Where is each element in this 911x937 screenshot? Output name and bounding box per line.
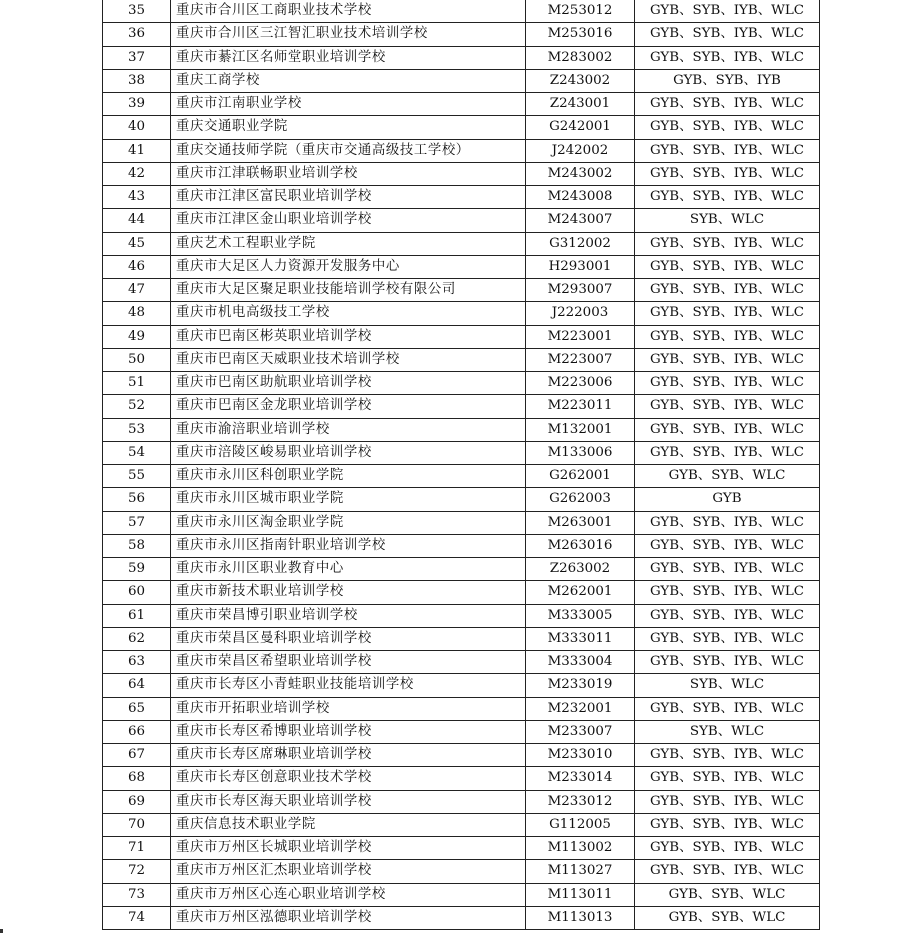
institution-name-cell: 重庆市大足区人力资源开发服务中心	[171, 255, 526, 278]
training-projects-cell: GYB、SYB、IYB、WLC	[635, 93, 820, 116]
row-number-cell: 71	[103, 837, 171, 860]
institution-name-cell: 重庆市大足区聚足职业技能培训学校有限公司	[171, 279, 526, 302]
institution-code-cell: G242001	[526, 116, 635, 139]
training-projects-cell: GYB、SYB、IYB、WLC	[635, 813, 820, 836]
training-projects-cell: GYB、SYB、IYB、WLC	[635, 0, 820, 23]
institution-code-cell: M113013	[526, 906, 635, 929]
institution-code-cell: M333011	[526, 627, 635, 650]
training-projects-cell: GYB、SYB、IYB、WLC	[635, 372, 820, 395]
institution-name-cell: 重庆市綦江区名师堂职业培训学校	[171, 46, 526, 69]
training-projects-cell: GYB、SYB、IYB、WLC	[635, 744, 820, 767]
row-number-cell: 46	[103, 255, 171, 278]
institution-name-cell: 重庆市江南职业学校	[171, 93, 526, 116]
institution-name-cell: 重庆市机电高级技工学校	[171, 302, 526, 325]
row-number-cell: 64	[103, 674, 171, 697]
row-number-cell: 49	[103, 325, 171, 348]
institution-code-cell: M233012	[526, 790, 635, 813]
row-number-cell: 44	[103, 209, 171, 232]
institution-code-cell: M253016	[526, 23, 635, 46]
training-projects-cell: GYB、SYB、IYB、WLC	[635, 604, 820, 627]
table-row	[103, 325, 820, 348]
institution-name-cell: 重庆交通职业学院	[171, 116, 526, 139]
institution-name-cell: 重庆市长寿区席琳职业培训学校	[171, 744, 526, 767]
institution-name-cell: 重庆市巴南区彬英职业培训学校	[171, 325, 526, 348]
training-projects-cell: GYB、SYB、IYB、WLC	[635, 139, 820, 162]
table-row	[103, 23, 820, 46]
table-row	[103, 651, 820, 674]
row-number-cell: 38	[103, 69, 171, 92]
institution-name-cell: 重庆市永川区科创职业学院	[171, 465, 526, 488]
institution-name-cell: 重庆市长寿区创意职业技术学校	[171, 767, 526, 790]
institution-code-cell: G112005	[526, 813, 635, 836]
training-projects-cell: GYB、SYB、IYB	[635, 69, 820, 92]
row-number-cell: 48	[103, 302, 171, 325]
institution-code-cell: G262003	[526, 488, 635, 511]
table-row	[103, 162, 820, 185]
row-number-cell: 53	[103, 418, 171, 441]
row-number-cell: 54	[103, 441, 171, 464]
table-row	[103, 395, 820, 418]
table-row	[103, 46, 820, 69]
institution-code-cell: M113002	[526, 837, 635, 860]
page-edge-mark	[0, 929, 3, 933]
institution-name-cell: 重庆市万州区长城职业培训学校	[171, 837, 526, 860]
row-number-cell: 45	[103, 232, 171, 255]
training-projects-cell: SYB、WLC	[635, 674, 820, 697]
institution-code-cell: M113027	[526, 860, 635, 883]
institution-table	[102, 0, 820, 930]
institution-code-cell: M243007	[526, 209, 635, 232]
training-projects-cell: GYB	[635, 488, 820, 511]
institution-name-cell: 重庆市合川区工商职业技术学校	[171, 0, 526, 23]
table-row	[103, 883, 820, 906]
row-number-cell: 42	[103, 162, 171, 185]
row-number-cell: 51	[103, 372, 171, 395]
training-projects-cell: GYB、SYB、IYB、WLC	[635, 255, 820, 278]
row-number-cell: 52	[103, 395, 171, 418]
training-projects-cell: GYB、SYB、IYB、WLC	[635, 651, 820, 674]
institution-code-cell: M133006	[526, 441, 635, 464]
institution-name-cell: 重庆市万州区汇杰职业培训学校	[171, 860, 526, 883]
institution-name-cell: 重庆市荣昌区希望职业培训学校	[171, 651, 526, 674]
institution-code-cell: M333004	[526, 651, 635, 674]
training-projects-cell: GYB、SYB、IYB、WLC	[635, 534, 820, 557]
row-number-cell: 68	[103, 767, 171, 790]
table-row	[103, 255, 820, 278]
institution-table-body	[103, 0, 820, 930]
table-row	[103, 302, 820, 325]
training-projects-cell: GYB、SYB、IYB、WLC	[635, 581, 820, 604]
table-row	[103, 674, 820, 697]
institution-code-cell: M132001	[526, 418, 635, 441]
institution-code-cell: M253012	[526, 0, 635, 23]
training-projects-cell: GYB、SYB、IYB、WLC	[635, 860, 820, 883]
training-projects-cell: GYB、SYB、IYB、WLC	[635, 837, 820, 860]
institution-code-cell: H293001	[526, 255, 635, 278]
table-row	[103, 418, 820, 441]
row-number-cell: 39	[103, 93, 171, 116]
institution-code-cell: Z243001	[526, 93, 635, 116]
institution-name-cell: 重庆工商学校	[171, 69, 526, 92]
institution-code-cell: M233019	[526, 674, 635, 697]
table-row	[103, 0, 820, 23]
row-number-cell: 69	[103, 790, 171, 813]
institution-name-cell: 重庆信息技术职业学院	[171, 813, 526, 836]
institution-code-cell: M263016	[526, 534, 635, 557]
institution-code-cell: M223006	[526, 372, 635, 395]
table-row	[103, 627, 820, 650]
training-projects-cell: GYB、SYB、WLC	[635, 465, 820, 488]
institution-name-cell: 重庆市永川区指南针职业培训学校	[171, 534, 526, 557]
row-number-cell: 36	[103, 23, 171, 46]
institution-name-cell: 重庆市荣昌博引职业培训学校	[171, 604, 526, 627]
row-number-cell: 50	[103, 348, 171, 371]
row-number-cell: 73	[103, 883, 171, 906]
training-projects-cell: GYB、SYB、IYB、WLC	[635, 348, 820, 371]
row-number-cell: 35	[103, 0, 171, 23]
institution-code-cell: M223001	[526, 325, 635, 348]
institution-name-cell: 重庆市万州区心连心职业培训学校	[171, 883, 526, 906]
institution-code-cell: M263001	[526, 511, 635, 534]
institution-name-cell: 重庆交通技师学院（重庆市交通高级技工学校）	[171, 139, 526, 162]
training-projects-cell: GYB、SYB、IYB、WLC	[635, 116, 820, 139]
institution-name-cell: 重庆市长寿区小青蛙职业技能培训学校	[171, 674, 526, 697]
table-row	[103, 279, 820, 302]
training-projects-cell: GYB、SYB、IYB、WLC	[635, 767, 820, 790]
institution-name-cell: 重庆市巴南区金龙职业培训学校	[171, 395, 526, 418]
training-projects-cell: GYB、SYB、IYB、WLC	[635, 395, 820, 418]
institution-code-cell: M243002	[526, 162, 635, 185]
institution-code-cell: Z263002	[526, 558, 635, 581]
training-projects-cell: GYB、SYB、IYB、WLC	[635, 186, 820, 209]
institution-name-cell: 重庆市江津区金山职业培训学校	[171, 209, 526, 232]
table-row	[103, 837, 820, 860]
institution-code-cell: G312002	[526, 232, 635, 255]
institution-code-cell: M223011	[526, 395, 635, 418]
training-projects-cell: GYB、SYB、IYB、WLC	[635, 46, 820, 69]
table-row	[103, 465, 820, 488]
institution-table-container	[102, 0, 820, 930]
table-row	[103, 720, 820, 743]
training-projects-cell: GYB、SYB、IYB、WLC	[635, 23, 820, 46]
training-projects-cell: GYB、SYB、IYB、WLC	[635, 697, 820, 720]
training-projects-cell: GYB、SYB、IYB、WLC	[635, 279, 820, 302]
row-number-cell: 41	[103, 139, 171, 162]
institution-code-cell: M293007	[526, 279, 635, 302]
row-number-cell: 65	[103, 697, 171, 720]
row-number-cell: 55	[103, 465, 171, 488]
institution-name-cell: 重庆市开拓职业培训学校	[171, 697, 526, 720]
institution-name-cell: 重庆市渝涪职业培训学校	[171, 418, 526, 441]
row-number-cell: 61	[103, 604, 171, 627]
institution-code-cell: M113011	[526, 883, 635, 906]
table-row	[103, 372, 820, 395]
row-number-cell: 43	[103, 186, 171, 209]
row-number-cell: 37	[103, 46, 171, 69]
institution-code-cell: M233007	[526, 720, 635, 743]
training-projects-cell: GYB、SYB、IYB、WLC	[635, 441, 820, 464]
training-projects-cell: GYB、SYB、IYB、WLC	[635, 232, 820, 255]
institution-code-cell: M333005	[526, 604, 635, 627]
institution-code-cell: Z243002	[526, 69, 635, 92]
table-row	[103, 744, 820, 767]
institution-code-cell: M262001	[526, 581, 635, 604]
table-row	[103, 906, 820, 929]
institution-name-cell: 重庆市荣昌区曼科职业培训学校	[171, 627, 526, 650]
row-number-cell: 67	[103, 744, 171, 767]
row-number-cell: 40	[103, 116, 171, 139]
table-row	[103, 441, 820, 464]
table-row	[103, 139, 820, 162]
institution-name-cell: 重庆市涪陵区峻易职业培训学校	[171, 441, 526, 464]
training-projects-cell: GYB、SYB、WLC	[635, 906, 820, 929]
institution-name-cell: 重庆市巴南区天威职业技术培训学校	[171, 348, 526, 371]
table-row	[103, 558, 820, 581]
institution-name-cell: 重庆市万州区泓德职业培训学校	[171, 906, 526, 929]
training-projects-cell: GYB、SYB、IYB、WLC	[635, 790, 820, 813]
training-projects-cell: SYB、WLC	[635, 209, 820, 232]
institution-name-cell: 重庆市永川区城市职业学院	[171, 488, 526, 511]
institution-name-cell: 重庆市巴南区助航职业培训学校	[171, 372, 526, 395]
institution-code-cell: M283002	[526, 46, 635, 69]
table-row	[103, 69, 820, 92]
row-number-cell: 57	[103, 511, 171, 534]
table-row	[103, 860, 820, 883]
row-number-cell: 58	[103, 534, 171, 557]
training-projects-cell: GYB、SYB、IYB、WLC	[635, 302, 820, 325]
table-row	[103, 604, 820, 627]
table-row	[103, 232, 820, 255]
table-row	[103, 511, 820, 534]
row-number-cell: 47	[103, 279, 171, 302]
institution-code-cell: M232001	[526, 697, 635, 720]
institution-name-cell: 重庆市永川区淘金职业学院	[171, 511, 526, 534]
row-number-cell: 60	[103, 581, 171, 604]
institution-name-cell: 重庆市长寿区希博职业培训学校	[171, 720, 526, 743]
institution-code-cell: M233014	[526, 767, 635, 790]
table-row	[103, 116, 820, 139]
institution-name-cell: 重庆市新技术职业培训学校	[171, 581, 526, 604]
institution-name-cell: 重庆艺术工程职业学院	[171, 232, 526, 255]
institution-name-cell: 重庆市合川区三江智汇职业技术培训学校	[171, 23, 526, 46]
table-row	[103, 767, 820, 790]
institution-code-cell: J222003	[526, 302, 635, 325]
table-row	[103, 581, 820, 604]
training-projects-cell: GYB、SYB、IYB、WLC	[635, 511, 820, 534]
institution-name-cell: 重庆市江津区富民职业培训学校	[171, 186, 526, 209]
institution-name-cell: 重庆市永川区职业教育中心	[171, 558, 526, 581]
training-projects-cell: GYB、SYB、IYB、WLC	[635, 627, 820, 650]
row-number-cell: 62	[103, 627, 171, 650]
row-number-cell: 63	[103, 651, 171, 674]
table-row	[103, 186, 820, 209]
row-number-cell: 72	[103, 860, 171, 883]
table-row	[103, 209, 820, 232]
table-row	[103, 697, 820, 720]
institution-name-cell: 重庆市长寿区海天职业培训学校	[171, 790, 526, 813]
institution-name-cell: 重庆市江津联畅职业培训学校	[171, 162, 526, 185]
row-number-cell: 74	[103, 906, 171, 929]
row-number-cell: 59	[103, 558, 171, 581]
row-number-cell: 66	[103, 720, 171, 743]
training-projects-cell: GYB、SYB、IYB、WLC	[635, 558, 820, 581]
table-row	[103, 93, 820, 116]
institution-code-cell: M233010	[526, 744, 635, 767]
table-row	[103, 813, 820, 836]
row-number-cell: 70	[103, 813, 171, 836]
institution-code-cell: M223007	[526, 348, 635, 371]
training-projects-cell: GYB、SYB、WLC	[635, 883, 820, 906]
training-projects-cell: SYB、WLC	[635, 720, 820, 743]
institution-code-cell: J242002	[526, 139, 635, 162]
institution-code-cell: M243008	[526, 186, 635, 209]
institution-code-cell: G262001	[526, 465, 635, 488]
table-row	[103, 790, 820, 813]
training-projects-cell: GYB、SYB、IYB、WLC	[635, 418, 820, 441]
row-number-cell: 56	[103, 488, 171, 511]
table-row	[103, 348, 820, 371]
table-row	[103, 488, 820, 511]
table-row	[103, 534, 820, 557]
training-projects-cell: GYB、SYB、IYB、WLC	[635, 162, 820, 185]
training-projects-cell: GYB、SYB、IYB、WLC	[635, 325, 820, 348]
